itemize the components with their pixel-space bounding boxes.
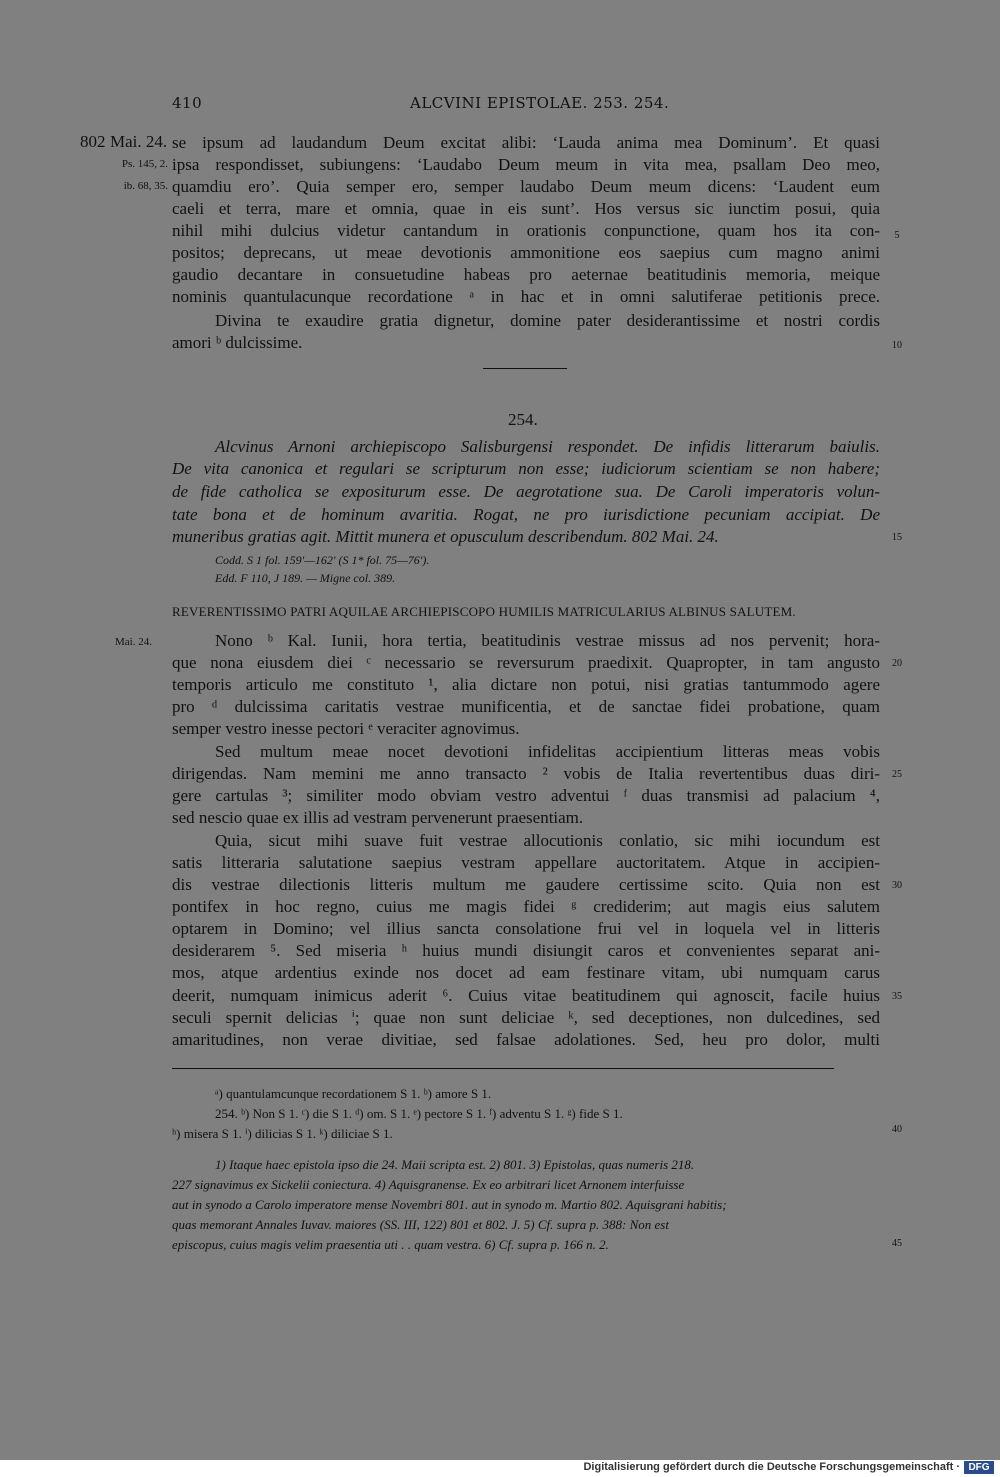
text-line: nihil mihi dulcius videtur cantandum in orationis conpunctione, quam hos ita con- [172,221,880,240]
text-line: deerit, numquam inimicus aderit ⁶. Cuius vitae beatitudinem qui agnoscit, facile huius [172,986,880,1005]
note-line: 1) Itaque haec epistola ipso die 24. Maii scripta est. 2) 801. 3) Epistolas, quas numeris 218. [215,1157,695,1172]
text-line: ipsa respondisset, subiungens: ‘Laudabo Deum meum in vita mea, psallam Deo meo, [172,155,880,174]
note-line: aut in synodo a Carolo imperatore mense Novembri 801. aut in synodo m. Martio 802. Aquisgrani habitis; [172,1197,727,1212]
margin-date: Mai. 24. [110,132,168,151]
text-line: seculi spernit delicias ⁱ; quae non sunt deliciae ᵏ, sed deceptiones, non dulcedines, sed [172,1008,880,1027]
text-line: pro ᵈ dulcissima caritatis vestrae munificentia, et de sanctae fidei probatione, quam [172,697,880,716]
codices-line: Codd. S 1 fol. 159'—162' (S 1* fol. 75—76'). [215,553,430,567]
margin-ref-ib: ib. 68, 35. [123,180,168,192]
dfg-logo: DFG [964,1461,994,1474]
summary-line: de fide catholica se expositurum esse. De aegrotatione sua. De Caroli imperatoris volun- [172,482,880,501]
summary-line: De vita canonica et regulari se scripturum non esse; iudiciorum scientiam se non habere; [172,459,880,478]
text-line: que nona eiusdem diei ᶜ necessario se reversurum praedixit. Quapropter, in tam angusto [172,653,880,672]
line-number: 45 [892,1238,902,1249]
text-line: amori ᵇ dulcissime. [172,333,303,352]
letter-separator [483,368,567,369]
text-line: Quia, sicut mihi suave fuit vestrae allocutionis conlatio, sic mihi iocundum est [215,831,880,850]
text-line: caeli et terra, mare et omnia, quae in eis sunt’. Hos versus sic iunctim posui, quia [172,199,880,218]
margin-ref-psalm: Ps. 145, 2. [121,158,168,170]
text-line: nominis quantulacunque recordatione ᵃ in hac et in omni salutiferae petitionis prece. [172,287,880,306]
text-line: amaritudines, non verae divitiae, sed falsae adolationes. Sed, heu pro dolor, multi [172,1030,880,1049]
editions-line: Edd. F 110, J 189. — Migne col. 389. [215,571,396,585]
text-line: mos, atque ardentius exinde nos docet ad eam festinare vitam, ubi numquam carus [172,963,880,982]
margin-year: 802 [80,132,106,151]
line-number: 40 [892,1124,902,1135]
letter-number: 254. [508,410,538,429]
text-line: optarem in Domino; vel illius sancta consolatione frui vel in loquela vel in litteris [172,919,880,938]
line-number: 35 [892,991,902,1002]
line-number: 15 [892,532,902,543]
text-line: satis litteraria salutatione saepius vestram appellare auctoritatem. Atque in accipien- [172,853,880,872]
text-line: sed nescio quae ex illis ad vestram pervenerunt praesentiam. [172,808,584,827]
note-line: 227 signavimus ex Sickelii coniectura. 4) Aquisgranense. Ex eo arbitrari licet Arnonem interfuisse [172,1177,685,1192]
footnote-rule [172,1068,834,1069]
salutation: REVERENTISSIMO PATRI AQUILAE ARCHIEPISCOPO HUMILIS MATRICULARIUS ALBINUS SALUTEM. [172,604,796,619]
line-number: 5 [894,230,900,241]
apparatus-line: 254. ᵇ) Non S 1. ᶜ) die S 1. ᵈ) om. S 1. ᵉ) pectore S 1. ᶠ) adventu S 1. ᵍ) fide S 1. [215,1106,623,1121]
text-line: gaudio decantare in consuetudine habeas pro aeternae beatitudinis memoria, meique [172,265,880,284]
summary-line: Alcvinus Arnoni archiepiscopo Salisburgensi respondet. De infidis litterarum baiulis. [215,437,880,456]
text-line: pontifex in hoc regno, cuius me magis fidei ᵍ crediderim; aut magis eius salutem [172,897,880,916]
text-line: Nono ᵇ Kal. Iunii, hora tertia, beatitudinis vestrae missus ad nos pervenit; hora- [215,631,880,650]
text-line: semper vestro inesse pectori ᵉ veraciter agnovimus. [172,719,520,738]
text-line: desiderarem ⁵. Sed miseria ʰ huius mundi disiungit caros et convenientes separat ani- [172,941,880,960]
apparatus-line: ᵃ) quantulamcunque recordationem S 1. ᵇ) amore S 1. [215,1086,492,1101]
text-line: se ipsum ad laudandum Deum excitat alibi: ‘Lauda anima mea Dominum’. Et quasi [172,133,880,152]
text-line: Sed multum meae nocet devotioni infidelitas accipientium litteras meas vobis [215,742,880,761]
line-number: 10 [892,340,902,351]
text-line: temporis articulo me constituto ¹, alia dictare non potui, nisi gratias tantummodo agere [172,675,880,694]
text-line: quamdiu ero’. Quia semper ero, semper laudabo Deum meum dicens: ‘Laudent eum [172,177,880,196]
line-number: 20 [892,658,902,669]
note-line: episcopus, cuius magis velim praesentia uti . . quam vestra. 6) Cf. supra p. 166 n. 2. [172,1237,609,1252]
text-line: positos; deprecans, ut meae devotionis ammonitione eos saepius cum magno animi [172,243,880,262]
line-number: 30 [892,880,902,891]
apparatus-line: ʰ) misera S 1. ⁱ) dilicias S 1. ᵏ) diliciae S 1. [172,1126,393,1141]
summary-line: tate bona et de hominum avaritia. Rogat, ne pro iurisdictione pecuniam accipiat. De [172,505,880,524]
running-title: ALCVINI EPISTOLAE. 253. 254. [410,94,670,112]
summary-line: muneribus gratias agit. Mittit munera et opusculum describendum. 802 Mai. 24. [172,527,719,546]
text-line: dirigendas. Nam memini me anno transacto ² vobis de Italia revertentibus duas diri- [172,764,880,783]
line-number: 25 [892,769,902,780]
digitization-credit: Digitalisierung gefördert durch die Deutsche Forschungsgemeinschaft · [583,1461,960,1473]
note-line: quas memorant Annales Iuvav. maiores (SS. III, 122) 801 et 802. J. 5) Cf. supra p. 388: Non est [172,1217,669,1232]
page-number: 410 [172,94,203,112]
margin-date-254: Mai. 24. [115,636,152,648]
text-line: Divina te exaudire gratia dignetur, domine pater desiderantissime et nostri cordis [215,311,880,330]
text-line: gere cartulas ³; similiter modo obviam vestro adventui ᶠ duas transmisi ad palacium ⁴, [172,786,880,805]
text-line: dis vestrae dilectionis litteris multum me gaudere certissime scito. Quia non est [172,875,880,894]
